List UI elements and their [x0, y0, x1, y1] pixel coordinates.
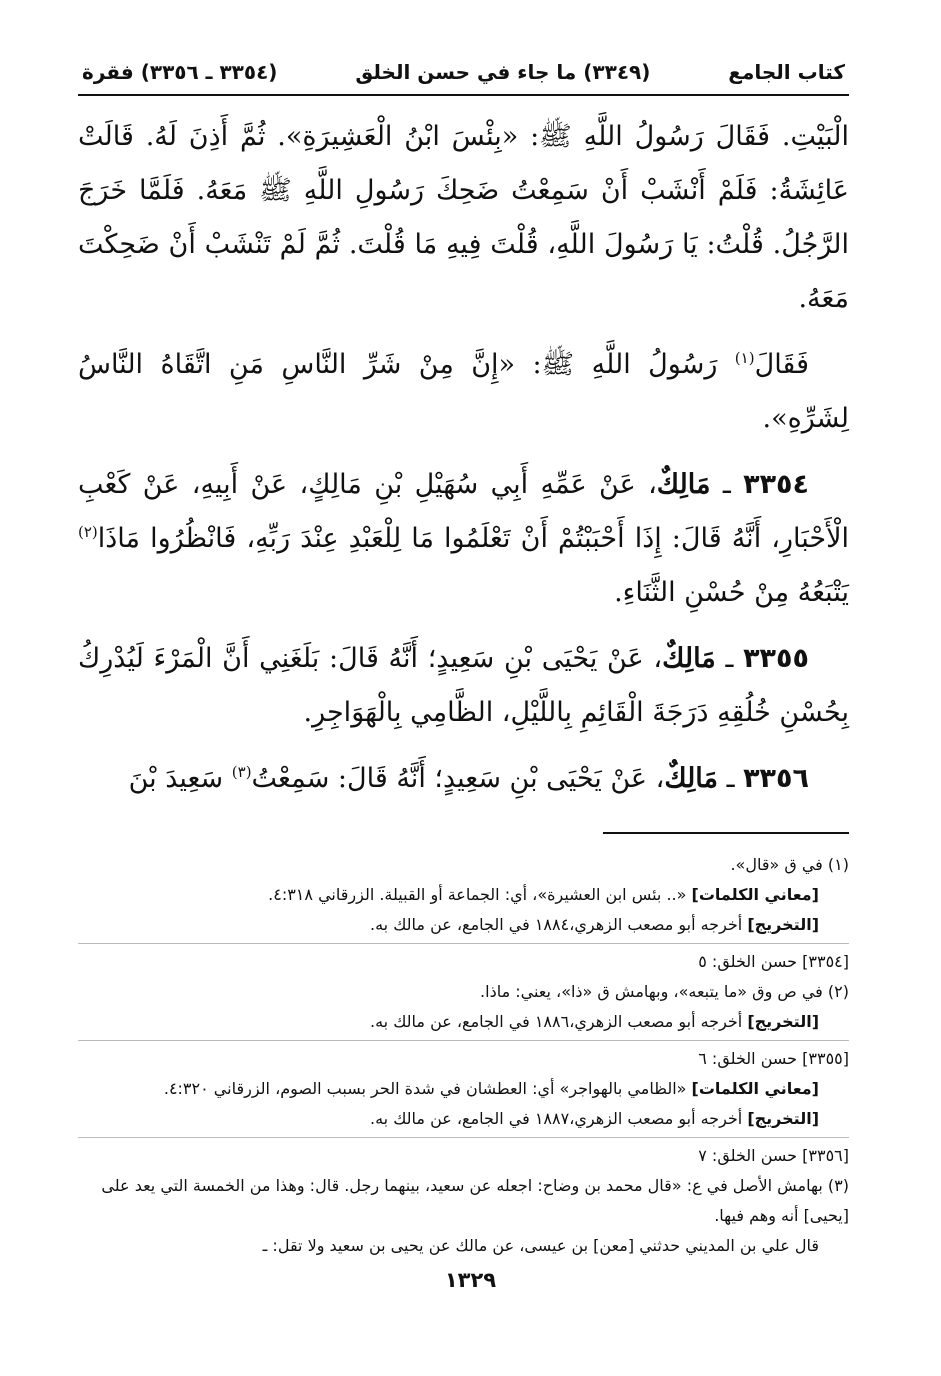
paragraph-range: (٣٣٥٤ ـ ٣٣٥٦) فقرة [82, 60, 278, 84]
number-separator: ـ [715, 643, 744, 674]
note-text: «.. بئس ابن العشيرة»، أي: الجماعة أو القبيلة. الزرقاني ٤:٣١٨. [268, 885, 692, 904]
note-text: [٣٣٥٥] حسن الخلق: ٦ [698, 1049, 849, 1068]
footnote-line [78, 910, 849, 940]
header-rule [78, 94, 849, 96]
footnote-line [78, 1007, 849, 1037]
note-text: أخرجه أبو مصعب الزهري،١٨٨٧ في الجامع، عن مالك به. [369, 1109, 748, 1128]
footnote-ref: (١) [734, 349, 755, 367]
note-text: [٣٣٥٦] حسن الخلق: ٧ [698, 1146, 849, 1165]
note-text: (١) في ق «قال». [730, 855, 849, 874]
paragraph-text-cont: رَسُولُ اللَّهِ ﷺ: «إِنَّ مِنْ شَرِّ النَّاسِ مَنِ اتَّقَاهُ النَّاسُ لِشَرِّهِ». [78, 349, 849, 434]
book-title: كتاب الجامع [728, 60, 845, 84]
note-text: (٢) في ص وق «ما يتبعه»، وبهامش ق «ذا»، يعني: ماذا. [480, 982, 849, 1001]
page-number: ١٣٢٩ [444, 1268, 497, 1292]
note-text: أخرجه أبو مصعب الزهري،١٨٨٦ في الجامع، عن مالك به. [369, 1012, 748, 1031]
narrator-name: مَالِكٌ [664, 763, 718, 794]
paragraph-number: ٣٣٥٦ [743, 763, 809, 794]
paragraph-text: ، عَنْ يَحْيَى بْنِ سَعِيدٍ؛ أَنَّهُ قَالَ: سَمِعْتُ [251, 763, 665, 794]
paragraph-p2 [78, 338, 849, 446]
footnote-line [78, 947, 849, 977]
paragraph-text-cont: يَتْبَعُهُ مِنْ حُسْنِ الثَّنَاءِ. [614, 577, 849, 608]
note-text: قال علي بن المديني حدثني [معن] بن عيسى، عن مالك عن يحيى بن سعيد ولا تقل: ـ [262, 1236, 819, 1255]
footnote-line [78, 880, 849, 910]
chapter-title: (٣٣٤٩) ما جاء في حسن الخلق [355, 60, 651, 84]
narrator-name: مَالِكٌ [656, 469, 711, 500]
number-separator: ـ [718, 763, 744, 794]
footnote-line [78, 850, 849, 880]
footnote-line [78, 1231, 849, 1261]
note-divider [78, 943, 849, 944]
running-header [78, 52, 849, 92]
footnotes [78, 850, 849, 1261]
footnote-ref: (٢) [78, 523, 98, 541]
note-text: [٣٣٥٤] حسن الخلق: ٥ [698, 952, 849, 971]
note-key: [التخريج] [747, 915, 819, 934]
paragraph-p4 [78, 632, 849, 740]
paragraph-number: ٣٣٥٤ [743, 469, 810, 500]
note-text: «الظامي بالهواجر» أي: العطشان في شدة الحر بسبب الصوم، الزرقاني ٤:٣٢٠. [163, 1079, 692, 1098]
paragraph-text: فَقَالَ [754, 349, 809, 380]
paragraph-text: ، عَنْ يَحْيَى بْنِ سَعِيدٍ؛ أَنَّهُ قَالَ: بَلَغَنِي أَنَّ الْمَرْءَ لَيُدْرِكُ بِحُسْنِ خُلُقِهِ دَرَجَةَ الْقَائِمِ بِاللَّيْلِ، الظَّامِي بِالْهَوَاجِرِ. [78, 643, 849, 728]
footnote-ref: (٣) [231, 763, 252, 781]
paragraph-text: الْبَيْتِ. فَقَالَ رَسُولُ اللَّهِ ﷺ: «بِئْسَ ابْنُ الْعَشِيرَةِ». ثُمَّ أَذِنَ لَهُ. قَالَتْ عَائِشَةُ: فَلَمْ أَنْشَبْ أَنْ سَمِعْتُ ضَحِكَ رَسُولِ اللَّهِ ﷺ مَعَهُ. فَلَمَّا خَرَجَ الرَّجُلُ. قُلْتُ: يَا رَسُولَ اللَّهِ، قُلْتَ فِيهِ مَا قُلْتَ. ثُمَّ لَمْ تَنْشَبْ أَنْ ضَحِكْتَ مَعَهُ. [78, 121, 849, 314]
footnote-line [78, 1141, 849, 1171]
note-key: [معاني الكلمات] [691, 1079, 819, 1098]
footnote-line [78, 977, 849, 1007]
note-divider [78, 1040, 849, 1041]
paragraph-number: ٣٣٥٥ [743, 643, 809, 674]
number-separator: ـ [710, 469, 744, 500]
narrator-name: مَالِكٌ [662, 643, 716, 674]
main-text [78, 110, 849, 806]
note-divider [78, 1137, 849, 1138]
note-key: [معاني الكلمات] [691, 885, 819, 904]
footnote-line [78, 1171, 849, 1231]
footnote-line [78, 1044, 849, 1074]
paragraph-text: ، عَنْ عَمِّهِ أَبِي سُهَيْلِ بْنِ مَالِكٍ، عَنْ أَبِيهِ، عَنْ كَعْبِ الْأَحْبَارِ، أَنَّهُ قَالَ: إِذَا أَحْبَبْتُمْ أَنْ تَعْلَمُوا مَا لِلْعَبْدِ عِنْدَ رَبِّهِ، فَانْظُرُوا مَاذَا [78, 469, 849, 554]
note-text: أخرجه أبو مصعب الزهري،١٨٨٤ في الجامع، عن مالك به. [369, 915, 748, 934]
footnote-rule [603, 832, 849, 834]
paragraph-p1 [78, 110, 849, 326]
paragraph-p5 [78, 752, 849, 806]
note-text: (٣) بهامش الأصل في ع: «قال محمد بن وضاح: اجعله عن سعيد، بينهما رجل. قال: وهذا من الخمسة التي يعد على [يحيى] أنه وهم فيها. [101, 1176, 849, 1225]
note-key: [التخريج] [747, 1012, 819, 1031]
footnote-line [78, 1104, 849, 1134]
footnote-line [78, 1074, 849, 1104]
note-key: [التخريج] [747, 1109, 819, 1128]
paragraph-text-cont: سَعِيدَ بْنَ [128, 763, 232, 794]
paragraph-p3 [78, 458, 849, 620]
